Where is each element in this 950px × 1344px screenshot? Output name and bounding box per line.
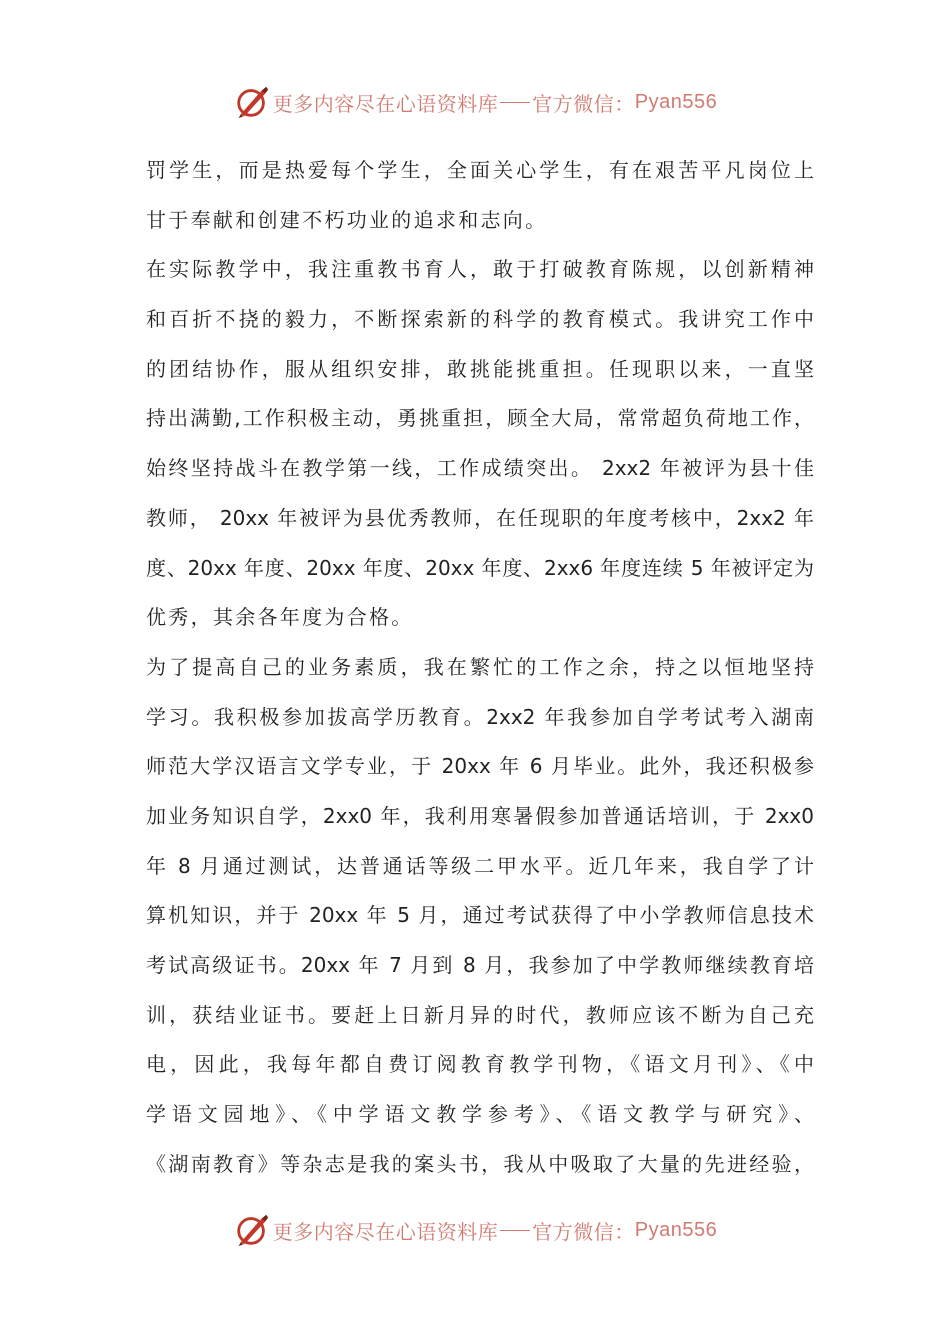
- watermark-label: 官方微信：: [532, 91, 635, 116]
- watermark-id: Pyan556: [634, 90, 718, 113]
- pen-logo-icon: [233, 83, 271, 121]
- header-watermark: [0, 82, 950, 122]
- watermark-text: 更多内容尽在心语资料库: [272, 1219, 499, 1244]
- footer-watermark: [0, 1210, 950, 1250]
- text-line: 考试高级证书。20xx 年 7 月到 8 月，我参加了中学教师继续教育培: [146, 953, 814, 977]
- text-line: 优秀，其余各年度为合格。: [146, 605, 414, 630]
- text-line: 《湖南教育》等杂志是我的案头书，我从中吸取了大量的先进经验，: [146, 1151, 814, 1176]
- text-line: 年 8 月通过测试，达普通话等级二甲水平。近几年来，我自学了计: [146, 853, 814, 878]
- watermark-id: Pyan556: [634, 1218, 718, 1241]
- text-line: 度、20xx 年度、20xx 年度、20xx 年度、2xx6 年度连续 5 年被评定为: [146, 555, 814, 580]
- pen-logo-icon: [233, 1211, 271, 1249]
- text-line: 持出满勤,工作积极主动，勇挑重担，顾全大局，常常超负荷地工作，: [146, 406, 814, 431]
- text-line: 电，因此，我每年都自费订阅教育教学刊物，《语文月刊》、《中: [146, 1052, 814, 1077]
- text-line: 为了提高自己的业务素质，我在繁忙的工作之余，持之以恒地坚持: [146, 654, 814, 679]
- text-line: 学语文园地》、《中学语文教学参考》、《语文教学与研究》、: [146, 1102, 814, 1127]
- text-line: 训，获结业证书。要赶上日新月异的时代，教师应该不断为自己充: [146, 1002, 814, 1027]
- text-line: 的团结协作，服从组织安排，敢挑能挑重担。任现职以来，一直坚: [146, 356, 814, 381]
- watermark-dash: [500, 1230, 530, 1231]
- text-line: 加业务知识自学，2xx0 年，我利用寒暑假参加普通话培训，于 2xx0: [146, 803, 814, 828]
- text-line: 在实际教学中，我注重教书育人，敢于打破教育陈规，以创新精神: [146, 257, 814, 282]
- text-line: 算机知识，并于 20xx 年 5 月，通过考试获得了中小学教师信息技术: [146, 903, 814, 928]
- watermark-dash: [500, 102, 530, 103]
- text-line: 罚学生，而是热爱每个学生，全面关心学生，有在艰苦平凡岗位上: [146, 158, 814, 182]
- text-line: 教师， 20xx 年被评为县优秀教师，在任现职的年度考核中，2xx2 年: [146, 505, 814, 530]
- document-body: [146, 150, 814, 1193]
- text-line: 和百折不挠的毅力，不断探索新的科学的教育模式。我讲究工作中: [146, 307, 814, 332]
- text-line: 师范大学汉语言文学专业，于 20xx 年 6 月毕业。此外，我还积极参: [146, 754, 814, 779]
- text-line: 始终坚持战斗在教学第一线，工作成绩突出。 2xx2 年被评为县十佳: [146, 456, 814, 481]
- watermark-label: 官方微信：: [532, 1219, 635, 1244]
- text-line: 甘于奉献和创建不朽功业的追求和志向。: [146, 207, 548, 232]
- watermark-text: 更多内容尽在心语资料库: [272, 91, 499, 116]
- text-line: 学习。我积极参加拔高学历教育。2xx2 年我参加自学考试考入湖南: [146, 704, 814, 729]
